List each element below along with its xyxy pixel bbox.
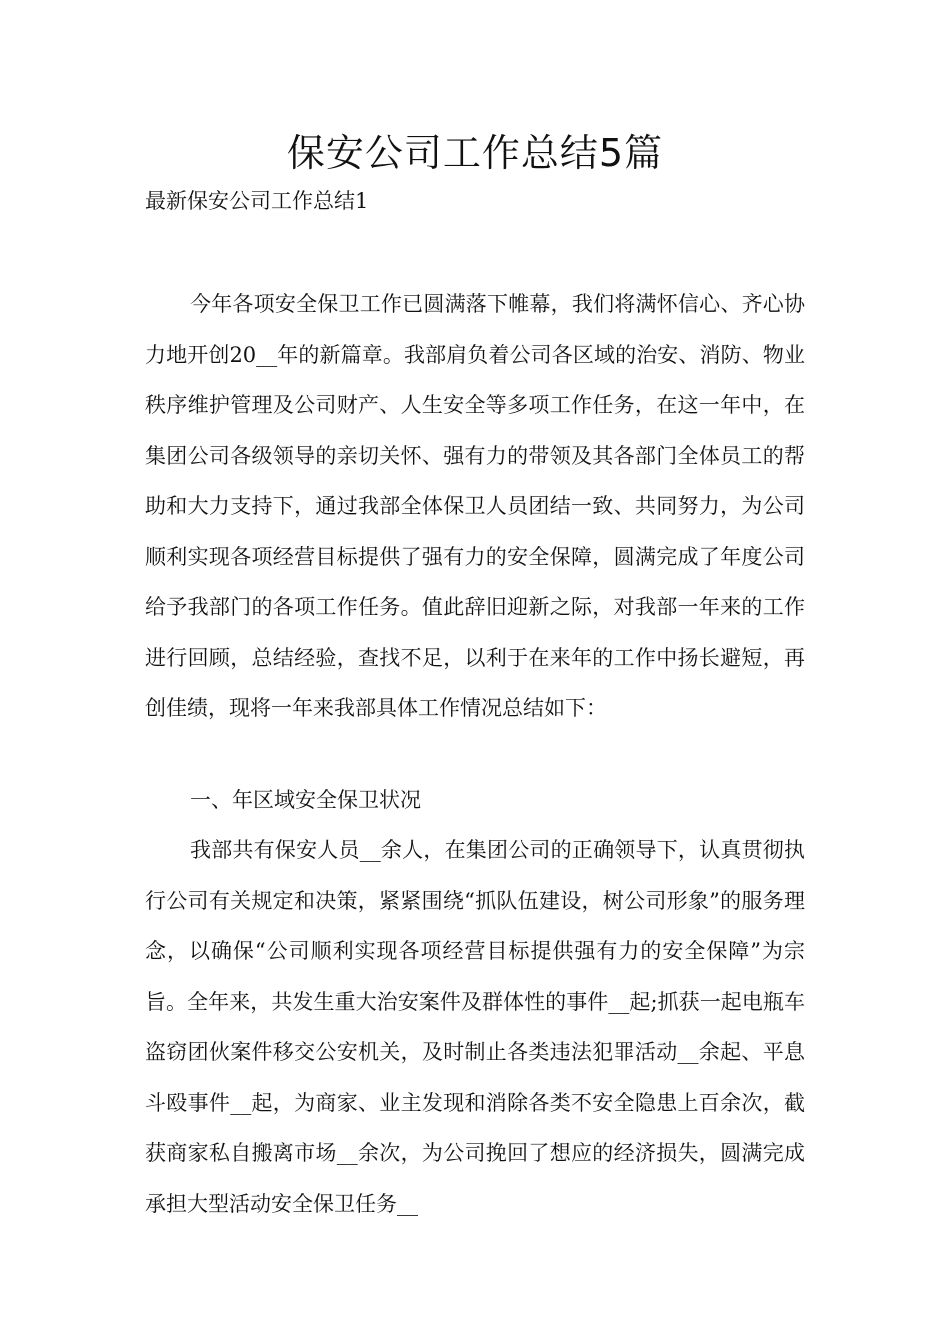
section-paragraph: 我部共有保安人员__余人，在集团公司的正确领导下，认真贯彻执行公司有关规定和决策，紧紧围绕“抓队伍建设，树公司形象”的服务理念，以确保“公司顺利实现各项经营目标提供强有力的安全保障”为宗旨。全年来，共发生重大治安案件及群体性的事件__起;抓获一起电瓶车盗窃团伙案件移交公安机关，及时制止各类违法犯罪活动__余起、平息斗殴事件__起，为商家、业主发现和消除各类不安全隐患上百余次，截获商家私自搬离市场__余次，为公司挽回了想应的经济损失，圆满完成承担大型活动安全保卫任务__: [145, 838, 805, 1216]
section-heading: 一、年区域安全保卫状况: [190, 788, 421, 812]
document-subtitle: 最新保安公司工作总结1: [145, 189, 369, 213]
intro-paragraph: 今年各项安全保卫工作已圆满落下帷幕，我们将满怀信心、齐心协力地开创20__年的新篇章。我部肩负着公司各区域的治安、消防、物业秩序维护管理及公司财产、人生安全等多项工作任务，在这一年中，在集团公司各级领导的亲切关怀、强有力的带领及其各部门全体员工的帮助和大力支持下，通过我部全体保卫人员团结一致、共同努力，为公司顺利实现各项经营目标提供了强有力的安全保障，圆满完成了年度公司给予我部门的各项工作任务。值此辞旧迎新之际，对我部一年来的工作进行回顾，总结经验，查找不足，以利于在来年的工作中扬长避短，再创佳绩，现将一年来我部具体工作情况总结如下：: [145, 292, 805, 720]
document-title: 保安公司工作总结5篇: [286, 131, 664, 175]
